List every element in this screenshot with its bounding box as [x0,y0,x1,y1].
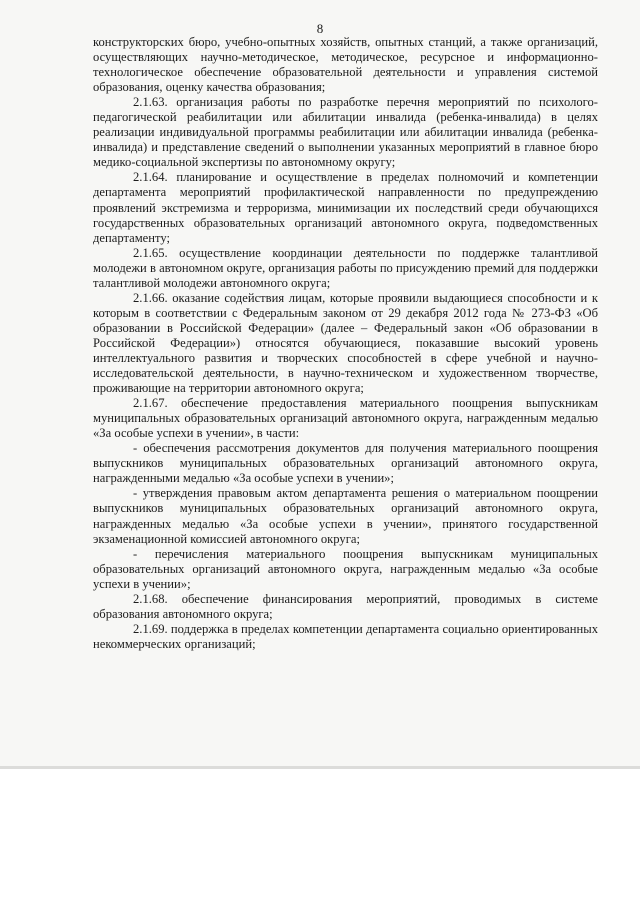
paragraph-2-1-67: 2.1.67. обеспечение предоставления материального поощрения выпускникам муниципальных образовательных организаций автономного округа, награжденным медалью «За особые успехи в учении», в части: [93,396,598,441]
page-edge [0,766,640,769]
paragraph-2-1-64: 2.1.64. планирование и осуществление в пределах полномочий и компетенции департамента мероприятий профилактической направленности по предупреждению проявлений экстремизма и терроризма, минимизации их последствий среди обучающихся государственных образовательных организаций автономного округа, подведомственных департаменту; [93,170,598,245]
paragraph-2-1-69: 2.1.69. поддержка в пределах компетенции департамента социально ориентированных некоммерческих организаций; [93,621,598,651]
paragraph-2-1-65: 2.1.65. осуществление координации деятельности по поддержке талантливой молодежи в автономном округе, организация работы по присуждению премий для поддержки талантливой молодежи автономного округа; [93,245,598,290]
list-item: - перечисления материального поощрения выпускникам муниципальных образовательных организаций автономного округа, награжденным медалью «За особые успехи в учении»; [93,546,598,591]
paragraph-2-1-68: 2.1.68. обеспечение финансирования мероприятий, проводимых в системе образования автономного округа; [93,591,598,621]
document-body [93,35,598,652]
list-item: - обеспечения рассмотрения документов для получения материального поощрения выпускников муниципальных образовательных организаций автономного округа, награжденными медалью «За особые успехи в учении»; [93,441,598,486]
paragraph-2-1-63: 2.1.63. организация работы по разработке перечня мероприятий по психолого-педагогической реабилитации или абилитации инвалида (ребенка-инвалида) в целях реализации индивидуальной программы реабилитации или абилитации инвалида (ребенка-инвалида) и представление сведений о выполнении указанных мероприятий в главное бюро медико-социальной экспертизы по автономному округу; [93,95,598,170]
paragraph: конструкторских бюро, учебно-опытных хозяйств, опытных станций, а также организаций, осуществляющих научно-методическое, методическое, ресурсное и информационно-технологическое обеспечение образовательной деятельности и управления системой образования, оценку качества образования; [93,35,598,95]
page-number: 8 [316,21,324,36]
paragraph-2-1-66: 2.1.66. оказание содействия лицам, которые проявили выдающиеся способности и к которым в соответствии с Федеральным законом от 29 декабря 2012 года № 273-ФЗ «Об образовании в Российской Федерации» (далее – Федеральный закон «Об образовании в Российской Федерации») относятся обучающиеся, показавшие высокий уровень интеллектуального развития и творческих способностей в сфере учебной и научно-исследовательской деятельности, в научно-техническом и художественном творчестве, проживающие на территории автономного округа; [93,290,598,396]
list-item: - утверждения правовым актом департамента решения о материальном поощрении выпускников муниципальных образовательных организаций автономного округа, награжденных медалью «За особые успехи в учении», принятого государственной экзаменационной комиссией автономного округа; [93,486,598,546]
